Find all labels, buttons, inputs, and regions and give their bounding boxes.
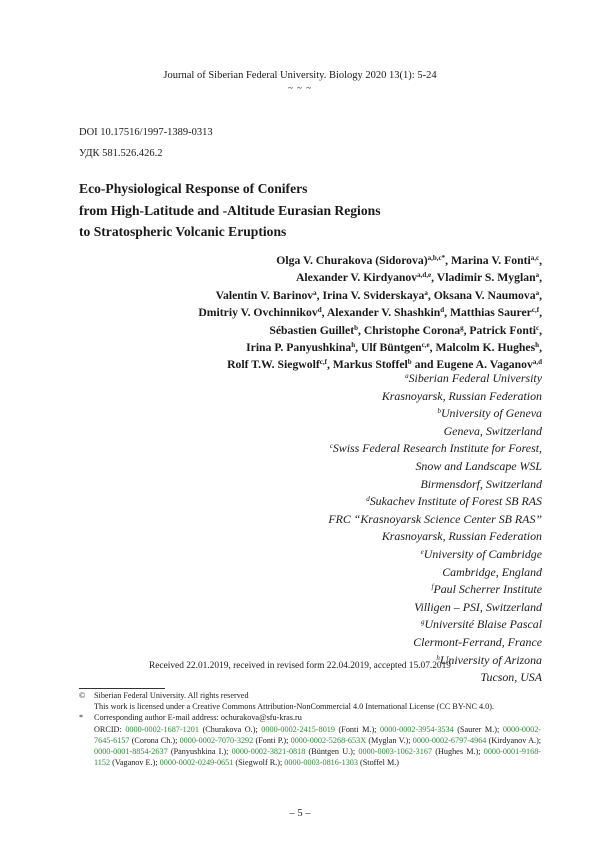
author-line [198,339,542,356]
author-separator: , [463,323,470,337]
author-affil-mark: c,e [421,341,430,350]
author-separator: , [321,306,327,320]
author-name: Sébastien Guillet [269,323,355,337]
udk-code: УДК 581.526.426.2 [79,148,163,159]
received-dates: Received 22.01.2019, received in revised form 22.04.2019, accepted 15.07.2019 [149,661,451,671]
author-separator: , [429,341,436,355]
author-separator: , [427,288,434,302]
author-affil-mark: c,f [319,358,327,367]
author-affil-mark: c,f [531,306,540,315]
affiliation-line [328,440,542,458]
affiliation-line: Snow and Landscape WSL [415,458,542,473]
affiliation-line: Clermont-Ferrand, France [413,634,542,649]
orcid-link[interactable]: 0000-0003-0816-1303 [284,758,358,768]
orcid-owner: (Fonti P.); [255,735,289,745]
author-line [198,252,542,269]
author-separator: , [355,341,361,355]
page-number: – 5 – [289,808,311,819]
corresponding-text[interactable]: Corresponding author E-mail address: ochurakova@sfu-kras.ru [94,713,302,723]
orcid-link[interactable]: 0000-0002-1687-1201 [125,724,199,734]
author-line [198,287,542,304]
license-note: This work is licensed under a Creative Commons Attribution-NonCommercial 4.0 International License (CC BY-NC 4.0). [94,702,494,712]
affiliation-list [328,370,542,687]
author-separator: , [445,254,451,267]
author-affil-mark: a [424,288,428,297]
affiliation-line: Cambridge, England [442,564,542,579]
author-name: Alexander V. Shashkin [326,306,441,320]
affiliation-line: FRC “Krasnoyarsk Science Center SB RAS” [328,511,542,526]
author-name: Vladimir S. Myglan [436,271,536,285]
orcid-owner: (Siegwolf R.); [235,758,283,768]
orcid-link[interactable]: 0000-0002-7645-6157 [94,724,542,745]
author-name: Patrick Fonti [469,323,536,337]
affiliation-line: Villigen – PSI, Switzerland [414,599,542,614]
orcid-owner: (Churakova O.); [202,724,258,734]
author-affil-mark: g [460,323,464,332]
affiliation-mark: a [405,372,409,380]
orcid-link[interactable]: 0000-0002-5268-653X [290,735,367,745]
author-separator: , [539,341,542,355]
author-name: Alexander V. Kirdyanov [295,271,418,285]
author-affil-mark: h [351,341,356,350]
affiliation-mark: e [420,547,424,556]
affiliation-line [328,616,542,634]
affiliation-line: Geneva, Switzerland [443,423,542,438]
author-affil-mark: a [313,288,317,297]
title-line: to Stratospheric Volcanic Eruptions [79,224,287,239]
affiliation-line: Krasnoyarsk, Russian Federation [381,388,542,403]
author-name: Matthias Saurer [449,306,532,320]
paper-title [79,178,381,243]
orcid-owner: (Fonti M.); [338,724,377,734]
affiliation-mark: h [436,653,440,662]
copyright-note [79,690,541,701]
affiliation-text: Swiss Federal Research Institute for Forest, [332,441,542,456]
author-name: Malcolm K. Hughes [435,341,536,355]
author-affil-mark: b [354,323,359,332]
affiliation-line [328,493,542,511]
author-affil-mark: a [535,271,540,280]
author-line [198,269,542,286]
affiliation-text: University of Cambridge [423,546,542,561]
affiliation-mark: c [329,442,333,451]
author-affil-mark: a,c [530,254,540,262]
orcid-label: ORCID: [94,724,122,734]
affiliation-mark: f [431,583,434,592]
author-separator: , [358,323,364,337]
orcid-link[interactable]: 0000-0003-1062-3167 [358,747,433,757]
author-name: Marina V. Fonti [450,254,531,267]
doi[interactable]: DOI 10.17516/1997-1389-0313 [79,127,213,138]
header-separator: ~ ~ ~ [287,83,313,93]
affiliation-line [328,405,542,423]
author-name: Irina P. Panyushkina [246,341,352,355]
author-separator: , [316,288,323,302]
affiliation-text: Paul Scherrer Institute [433,582,542,597]
asterisk-mark: * [79,713,84,723]
author-name: Rolf T.W. Siegwolf [227,358,320,372]
author-separator: , [539,323,542,337]
affiliation-line [328,546,542,564]
author-name: Valentin V. Barinov [215,288,314,302]
affiliation-mark: g [420,618,425,627]
orcid-link[interactable]: 0000-0002-6797-4964 [412,735,487,745]
orcid-owner: (Stoffel M.) [360,758,399,768]
orcid-owner: (Corona Ch.); [131,735,178,745]
author-line [198,304,542,321]
affiliation-line [328,581,542,599]
orcid-link[interactable]: 0000-0002-3954-3534 [380,724,454,734]
orcid-link[interactable]: 0000-0002-2415-8019 [261,724,335,734]
author-name: Oksana V. Naumova [433,288,536,302]
author-affil-mark: a,b,c* [427,254,446,262]
orcid-owner: (Myglan V.); [368,735,411,745]
author-separator: , [539,254,542,267]
author-affil-mark: a [535,288,540,297]
author-affil-mark: h [535,341,540,350]
footnote-rule [79,688,165,689]
affiliation-text: University of Arizona [439,652,542,667]
author-list [198,252,542,374]
author-name: Ulf Büntgen [360,341,422,355]
author-separator: , [326,358,333,372]
title-line: Eco-Physiological Response of Conifers [79,181,308,196]
affiliation-mark: b [437,407,441,416]
author-separator: , [539,271,542,285]
orcid-link[interactable]: 0000-0002-0249-0651 [159,758,234,768]
orcid-link[interactable]: 0000-0002-7070-3292 [179,735,254,745]
author-line [198,322,542,339]
copyright-mark: © [79,691,86,700]
author-name: Irina V. Sviderskaya [322,288,425,302]
title-line: from High-Latitude and -Altitude Eurasian Regions [79,202,381,218]
orcid-owner: (Vaganov E.); [112,758,158,768]
orcid-link[interactable]: 0000-0001-8854-2637 [94,747,168,757]
affiliation-line: Krasnoyarsk, Russian Federation [381,529,542,544]
author-name: Dmitriy V. Ovchinnikov [198,306,318,320]
journal-header: Journal of Siberian Federal University. Biology 2020 13(1): 5-24 [163,70,437,81]
author-name: Olga V. Churakova (Sidorova) [276,254,428,267]
author-affil-mark: b [407,358,412,367]
copyright-text: Siberian Federal University. All rights reserved [94,691,249,700]
affiliation-line: Birmensdorf, Switzerland [420,476,542,491]
affiliation-text: Université Blaise Pascal [424,617,542,632]
author-affil-mark: a,d,e [417,271,432,280]
affiliation-mark: d [366,495,370,504]
author-separator: and [411,358,437,372]
affiliation-text: Siberian Federal University [408,371,542,385]
affiliation-text: University of Geneva [440,406,542,421]
author-separator: , [539,288,542,302]
author-name: Christophe Corona [363,323,461,337]
author-name: Markus Stoffel [332,358,408,372]
orcid-owner: (Büntgen U.); [308,747,356,757]
author-separator: , [431,271,437,285]
orcid-owner: (Saurer M.); [457,724,500,734]
author-affil-mark: d [317,306,322,315]
author-separator: , [444,306,450,320]
orcid-owner: (Hughes M.); [435,747,481,757]
affiliation-line [328,370,542,388]
affiliation-line: Tucson, USA [480,670,542,685]
affiliation-text: Sukachev Institute of Forest SB RAS [369,494,542,509]
author-affil-mark: a,d [532,358,542,367]
orcid-link[interactable]: 0000-0002-3821-0818 [231,747,306,757]
author-affil-mark: d [440,306,445,315]
author-affil-mark: c [535,323,540,332]
footnotes [79,690,541,768]
corresponding-note [79,712,541,723]
orcid-owner: (Panyushkina I.); [170,747,229,757]
orcid-list [79,724,541,769]
author-separator: , [539,306,542,320]
orcid-link[interactable]: 0000-0001-9168-1152 [94,747,542,768]
author-name: Eugene A. Vaganov [436,358,533,372]
orcid-owner: (Kirdyanov A.); [488,735,542,745]
